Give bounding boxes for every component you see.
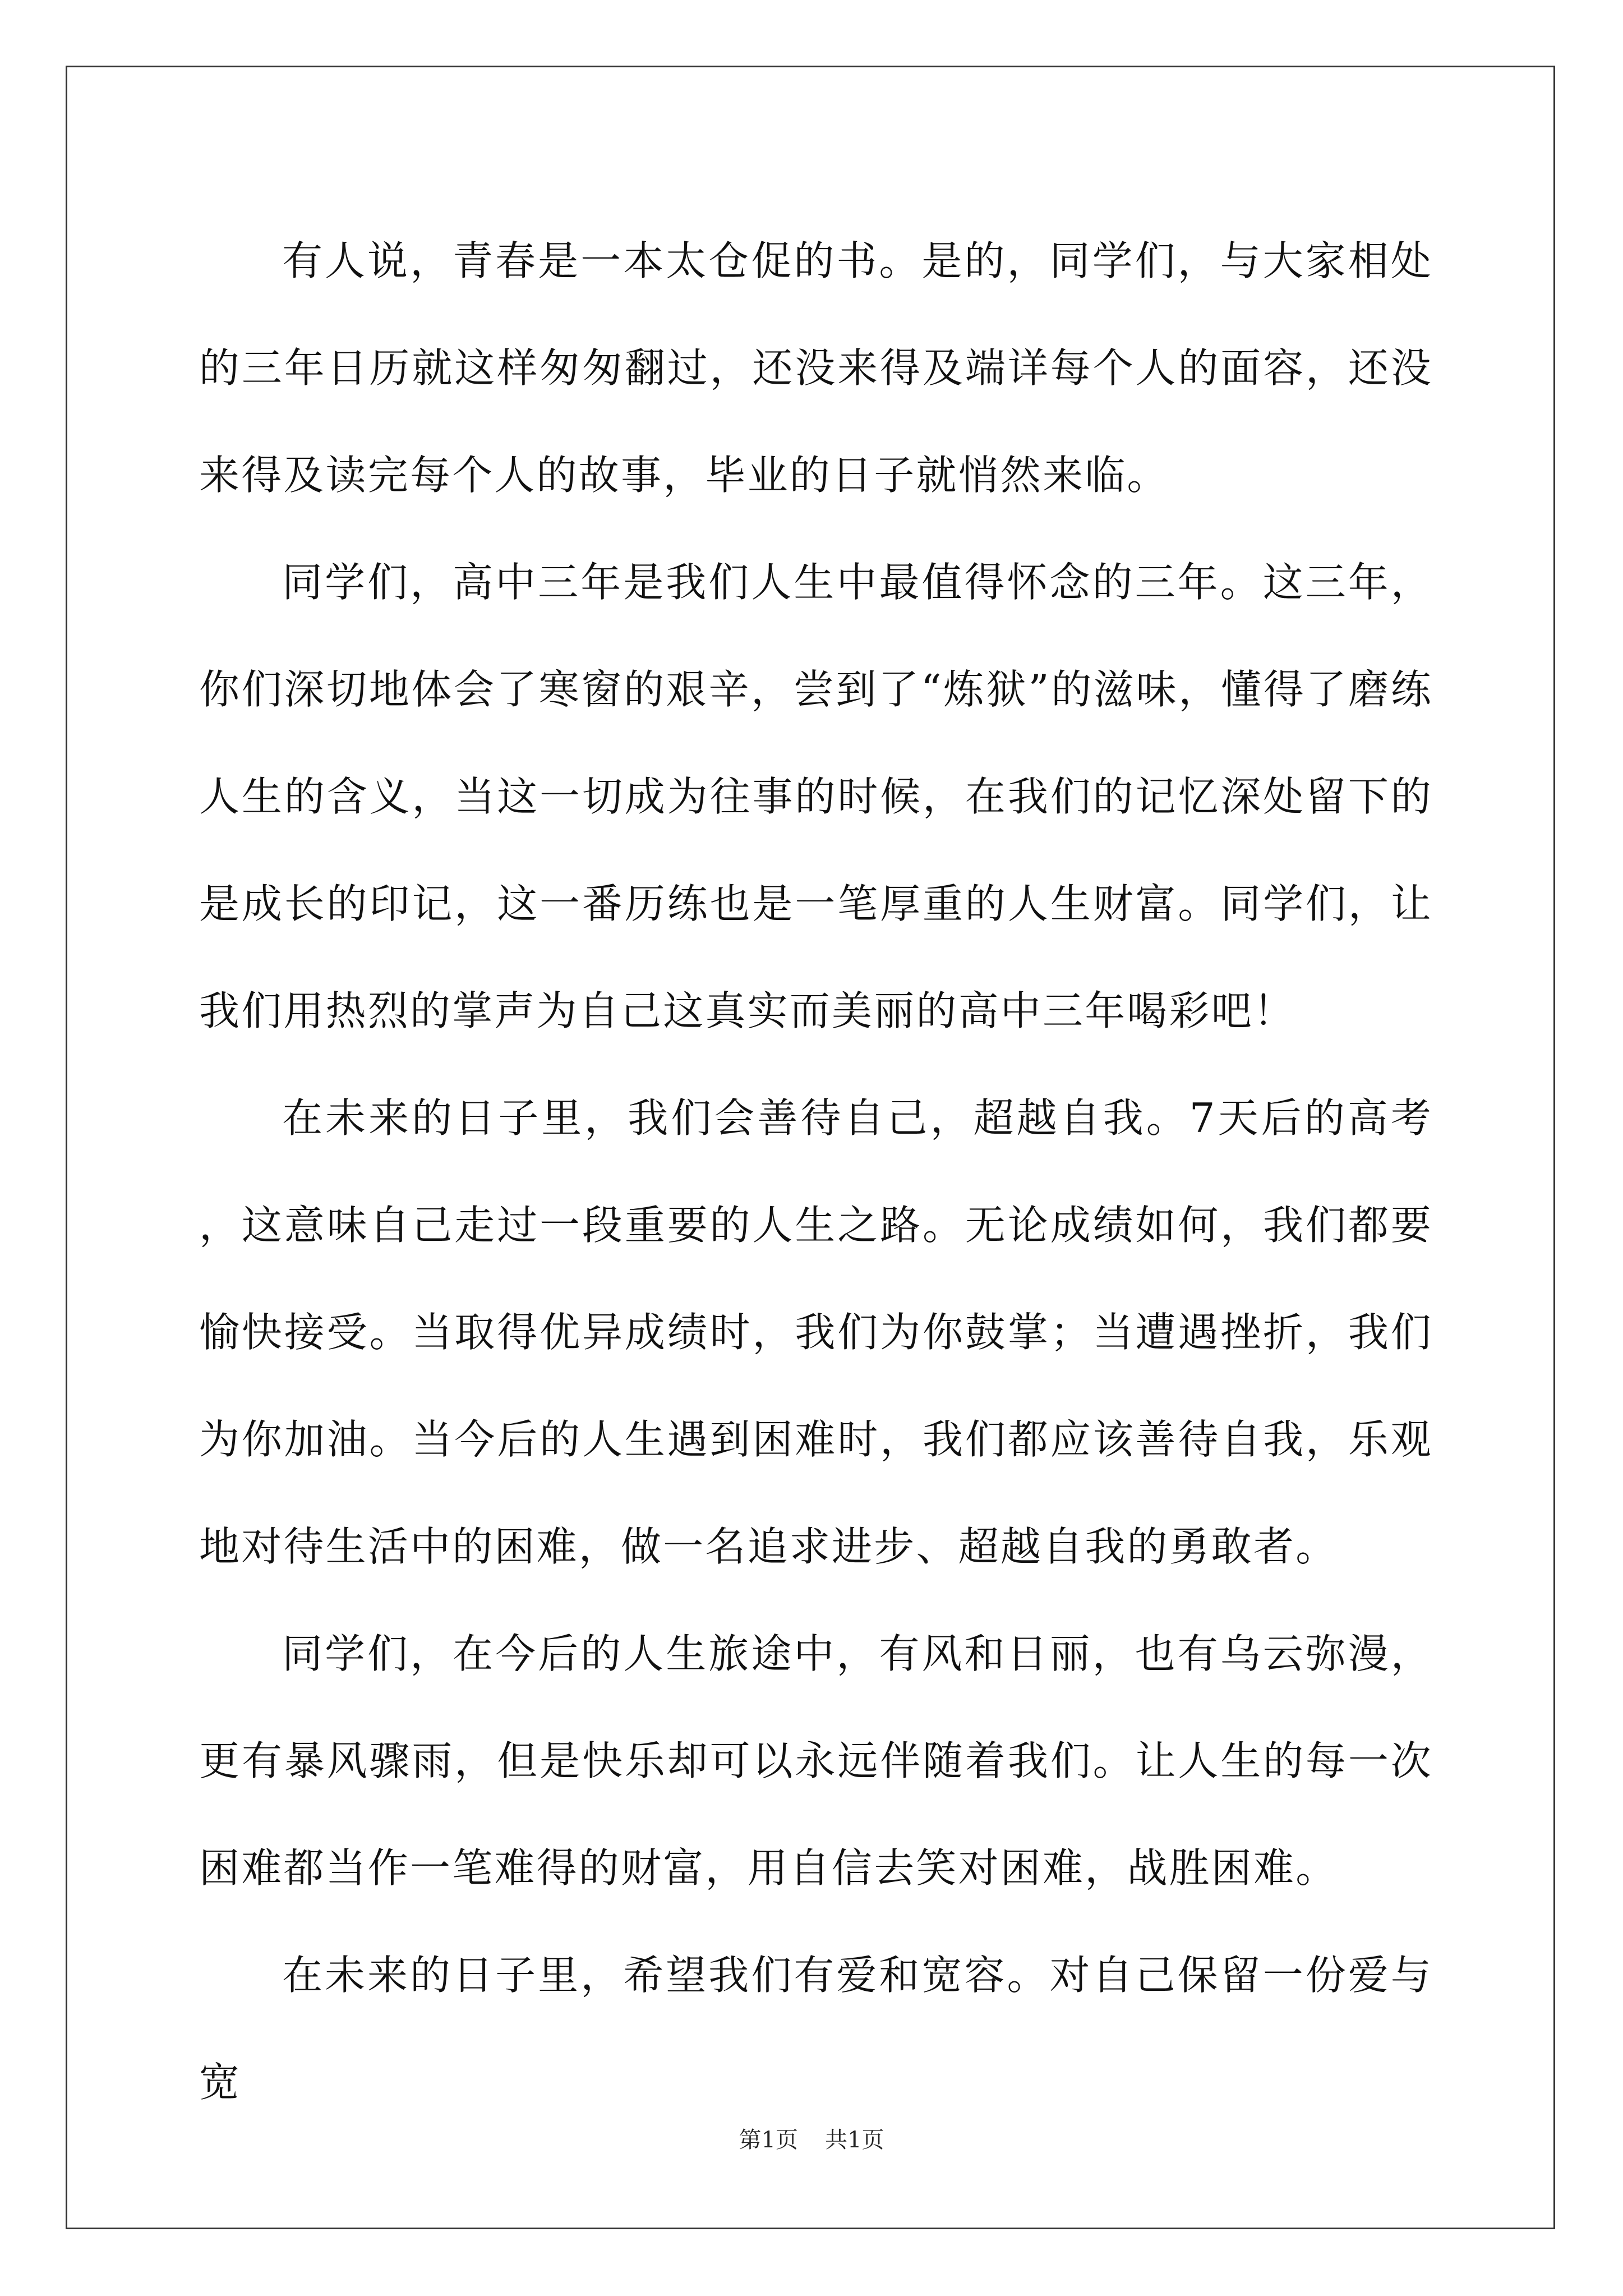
paragraph: 在未来的日子里，希望我们有爱和宽容。对自己保留一份爱与宽 (199, 1952, 1433, 2106)
document-body (199, 208, 1433, 2136)
paragraph: 有人说，青春是一本太仓促的书。是的，同学们，与大家相处的三年日历就这样匆匆翻过，还没来得及端详每个人的面容，还没来得及读完每个人的故事，毕业的日子就悄然来临。 (199, 237, 1433, 499)
paragraph: 同学们，在今后的人生旅途中，有风和日丽，也有乌云弥漫，更有暴风骤雨，但是快乐却可以永远伴随着我们。让人生的每一次困难都当作一笔难得的财富，用自信去笑对困难，战胜困难。 (199, 1630, 1433, 1892)
page-number-current: 第1页 (739, 2127, 798, 2153)
page-footer (0, 2122, 1623, 2154)
page-number-total: 共1页 (825, 2127, 884, 2153)
paragraph: 同学们，高中三年是我们人生中最值得怀念的三年。这三年，你们深切地体会了寒窗的艰辛，尝到了“炼狱”的滋味，懂得了磨练人生的含义，当这一切成为往事的时候，在我们的记忆深处留下的是成长的印记，这一番历练也是一笔厚重的人生财富。同学们，让我们用热烈的掌声为自己这真实而美丽的高中三年喝彩吧！ (199, 559, 1433, 1034)
paragraph: 在未来的日子里，我们会善待自己，超越自我。7天后的高考，这意味自己走过一段重要的人生之路。无论成绩如何，我们都要愉快接受。当取得优异成绩时，我们为你鼓掌；当遭遇挫折，我们为你加油。当今后的人生遇到困难时，我们都应该善待自我，乐观地对待生活中的困难，做一名追求进步、超越自我的勇敢者。 (199, 1094, 1433, 1570)
